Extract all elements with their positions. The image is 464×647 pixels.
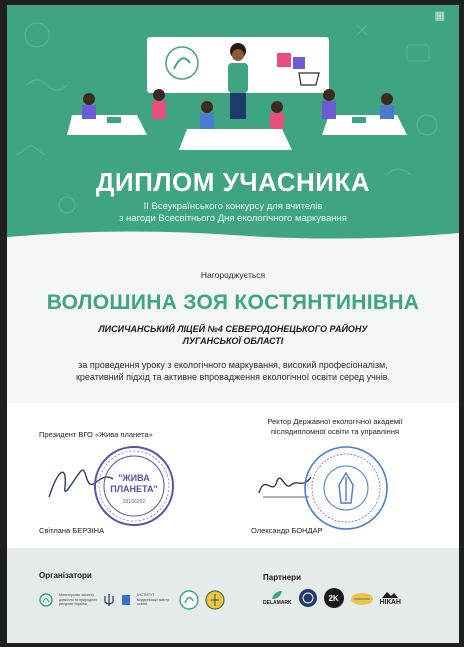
eco-academy-logo-icon xyxy=(205,590,225,610)
living-planet-logo-icon xyxy=(179,590,199,610)
trident-logo-icon xyxy=(103,593,115,607)
reason-line-2: креативний підхід та активне впровадження екологічної освіти серед учнів. xyxy=(75,372,391,382)
delamark-leaf-icon xyxy=(270,590,284,600)
sun-partner-logo-icon xyxy=(350,590,374,606)
ministry-logo-icon xyxy=(39,593,53,607)
partners-label: Партнери xyxy=(263,573,301,582)
partner-badge-icon xyxy=(298,588,318,608)
right-title-line-2: післядипломної освіти та управління xyxy=(270,427,400,436)
partner-logos xyxy=(263,588,401,608)
classroom-illustration xyxy=(67,35,407,160)
right-stamp xyxy=(303,445,389,531)
right-signatory-name: Олександр БОНДАР xyxy=(251,526,323,535)
reason-line-1: за проведення уроку з екологічного маркування, високий професіоналізм, xyxy=(78,360,388,370)
right-signatory-title xyxy=(245,417,425,437)
institution-name xyxy=(67,323,399,347)
institution-line-2: ЛУГАНСЬКОЇ ОБЛАСТІ xyxy=(182,336,284,346)
organizer-logos xyxy=(39,590,225,610)
nikan-label: НІКАН xyxy=(379,598,401,606)
institute-logo-text: ІНСТИТУТ модернізації змісту освіти xyxy=(137,593,169,607)
diploma-subtitle xyxy=(7,201,459,225)
nikan-logo xyxy=(380,591,401,606)
stamp-left-line-2: ПЛАНЕТА" xyxy=(110,484,158,494)
2k-label: 2K xyxy=(328,593,339,603)
banner-wave xyxy=(7,223,459,247)
organizers-label: Організатори xyxy=(39,571,92,580)
left-signatory-title: Президент ВГО «Жива планета» xyxy=(39,430,153,439)
subtitle-line-2: з нагоди Всесвітнього Дня екологічного маркування xyxy=(119,213,347,224)
diploma-title: ДИПЛОМ УЧАСНИКА xyxy=(95,167,371,197)
awarded-label: Нагороджується xyxy=(200,270,266,280)
recipient-name: ВОЛОШИНА ЗОЯ КОСТЯНТИНІВНА xyxy=(46,291,420,314)
institute-logo-icon xyxy=(121,593,131,607)
nikan-mountain-icon xyxy=(381,591,399,599)
header-banner xyxy=(7,5,459,243)
stamp-left-code: 33166292 xyxy=(122,499,146,505)
left-signatory-name: Світлана БЕРЗІНА xyxy=(39,526,105,535)
right-title-line-1: Ректор Державної екологічної академії xyxy=(267,417,403,426)
award-reason xyxy=(47,359,419,383)
delamark-label: DELAMARK xyxy=(263,600,292,606)
stamp-left-line-1: "ЖИВА xyxy=(118,473,150,483)
clipboard-icon: ▦ xyxy=(434,9,445,22)
2k-logo xyxy=(324,588,344,608)
diploma-page xyxy=(7,5,459,643)
institution-line-1: ЛИСИЧАНСЬКИЙ ЛІЦЕЙ №4 СЕВЕРОДОНЕЦЬКОГО РАЙОНУ xyxy=(98,324,368,334)
ministry-logo-text: Міністерство захисту довкілля та природних ресурсів України xyxy=(59,593,97,607)
subtitle-line-1: ІІ Всеукраїнського конкурсу для вчителів xyxy=(143,201,323,212)
left-stamp xyxy=(93,445,175,527)
delamark-logo xyxy=(263,590,292,606)
